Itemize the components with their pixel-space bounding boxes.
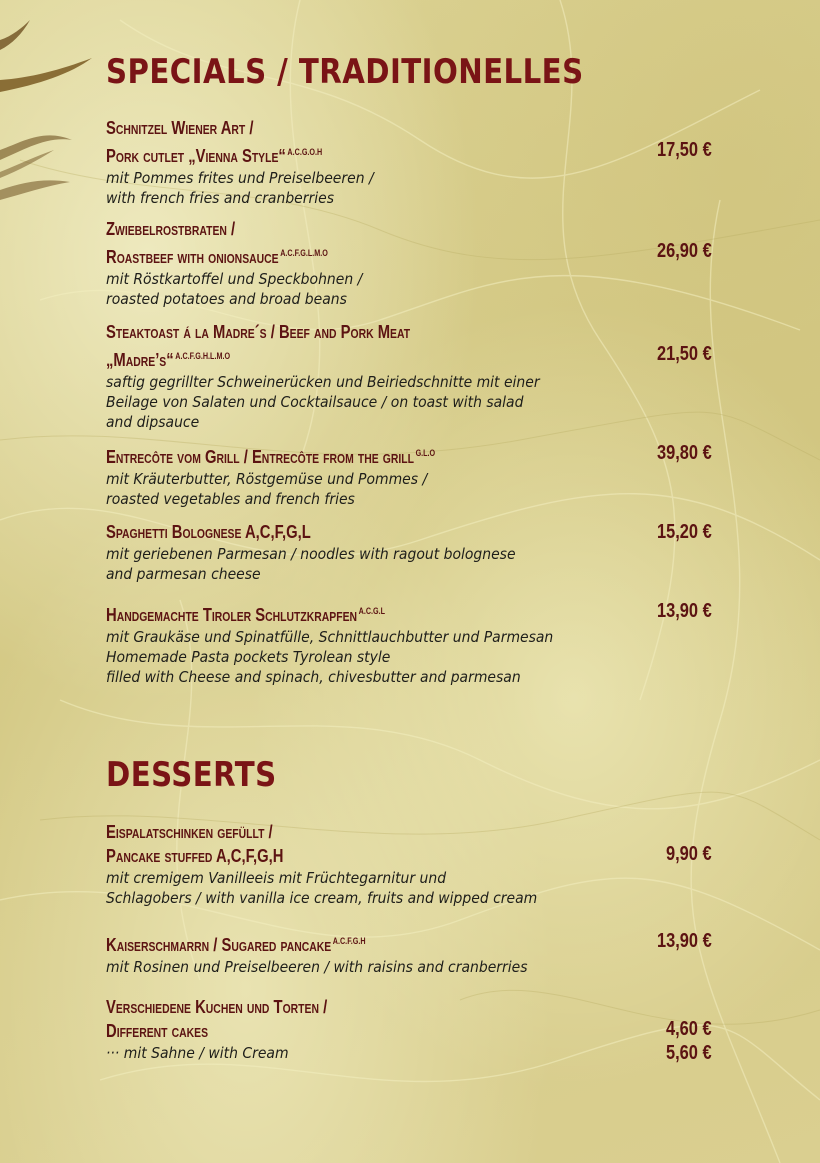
menu-item-price: 13,90 € — [657, 930, 712, 952]
menu-item-price: 5,60 € — [666, 1042, 712, 1064]
menu-item — [106, 520, 716, 584]
menu-item-price: 39,80 € — [657, 442, 712, 464]
menu-item-price: 9,90 € — [666, 843, 712, 865]
menu-item-description: mit cremigem Vanilleeis mit Früchtegarnitur und — [106, 869, 447, 887]
menu-item — [106, 217, 716, 309]
menu-item-name-text: Verschiedene Kuchen und Torten / — [106, 996, 328, 1017]
allergen-codes: A.C.G.L — [358, 606, 386, 616]
allergen-codes: G.L.O — [415, 448, 436, 458]
menu-item-description: filled with Cheese and spinach, chivesbutter and parmesan — [106, 668, 521, 686]
menu-item-name — [106, 820, 716, 844]
menu-item-name — [106, 520, 716, 544]
menu-item-description: Beilage von Salaten und Cocktailsauce / on toast with salad — [106, 393, 524, 411]
menu-item — [106, 929, 716, 977]
menu-item-description: and dipsauce — [106, 413, 200, 431]
menu-item-description: mit Pommes frites und Preiselbeeren / — [106, 169, 374, 187]
menu-item-description: roasted vegetables and french fries — [106, 490, 355, 508]
menu-item-price: 21,50 € — [657, 343, 712, 365]
menu-item-description: with french fries and cranberries — [106, 189, 334, 207]
section-title-desserts: DESSERTS — [106, 755, 277, 795]
menu-item-name — [106, 844, 716, 868]
menu-item-name-text: Schnitzel Wiener Art / — [106, 117, 254, 138]
menu-item-name — [106, 344, 716, 372]
menu-item-name — [106, 929, 716, 957]
menu-item-name-text: Handgemachte Tiroler Schlutzkrapfen — [106, 604, 358, 625]
menu-item-name — [106, 116, 716, 140]
menu-item-description: mit Graukäse und Spinatfülle, Schnittlauchbutter und Parmesan — [106, 628, 554, 646]
allergen-codes: A.C.G.O.H — [287, 147, 323, 157]
menu-item-description: roasted potatoes and broad beans — [106, 290, 347, 308]
menu-item-name — [106, 320, 716, 344]
menu-item-description: mit geriebenen Parmesan / noodles with ragout bolognese — [106, 545, 516, 563]
menu-item-name-text: Zwiebelrostbraten / — [106, 218, 236, 239]
menu-item — [106, 441, 716, 509]
menu-item-name-text: Steaktoast á la Madre´s / Beef and Pork Meat — [106, 321, 411, 342]
menu-item-description: mit Kräuterbutter, Röstgemüse und Pommes / — [106, 470, 428, 488]
menu-item-description: Schlagobers / with vanilla ice cream, fruits and wipped cream — [106, 889, 538, 907]
menu-item-price: 13,90 € — [657, 600, 712, 622]
menu-item-price: 15,20 € — [657, 521, 712, 543]
menu-item-price: 17,50 € — [657, 139, 712, 161]
menu-item-description: saftig gegrillter Schweinerücken und Beiriedschnitte mit einer — [106, 373, 540, 391]
menu-item-name-text: Pork cutlet „Vienna Style“ — [106, 145, 286, 166]
menu-item-name-text: Different cakes — [106, 1020, 209, 1041]
menu-item-name-text: Entrecôte vom Grill / Entrecôte from the grill — [106, 446, 414, 467]
menu-item-name-text: „Madre’s“ — [106, 349, 174, 370]
menu-item-name — [106, 995, 716, 1019]
section-title-specials: SPECIALS / TRADITIONELLES — [106, 52, 584, 92]
menu-item — [106, 320, 716, 432]
menu-item — [106, 599, 716, 687]
menu-item — [106, 820, 716, 908]
allergen-codes: A.C.F.G.H — [332, 936, 366, 946]
menu-item-name-text: Roastbeef with onionsauce — [106, 246, 279, 267]
menu-item — [106, 995, 716, 1063]
menu-item-price: 26,90 € — [657, 240, 712, 262]
menu-item-description: Homemade Pasta pockets Tyrolean style — [106, 648, 391, 666]
menu-item-name — [106, 1019, 716, 1043]
decorative-brush-ornament — [0, 0, 110, 210]
menu-item-name — [106, 140, 716, 168]
menu-item-description: mit Röstkartoffel und Speckbohnen / — [106, 270, 363, 288]
menu-item-description: ··· mit Sahne / with Cream — [106, 1044, 289, 1062]
menu-item-price: 4,60 € — [666, 1018, 712, 1040]
menu-item — [106, 116, 716, 208]
menu-item-name-text: Kaiserschmarrn / Sugared pancake — [106, 934, 332, 955]
allergen-codes: A.C.F.G.L.M.O — [280, 248, 328, 258]
menu-item-name — [106, 441, 716, 469]
menu-item-name — [106, 599, 716, 627]
menu-item-name-text: Pancake stuffed A,C,F,G,H — [106, 845, 284, 866]
menu-item-name — [106, 241, 716, 269]
menu-item-name — [106, 217, 716, 241]
menu-item-name-text: Spaghetti Bolognese A,C,F,G,L — [106, 521, 311, 542]
menu-item-name-text: Eispalatschinken gefüllt / — [106, 821, 273, 842]
menu-item-description: and parmesan cheese — [106, 565, 261, 583]
allergen-codes: A.C.F.G.H.L.M.O — [175, 351, 231, 361]
menu-item-description: mit Rosinen und Preiselbeeren / with raisins and cranberries — [106, 958, 528, 976]
